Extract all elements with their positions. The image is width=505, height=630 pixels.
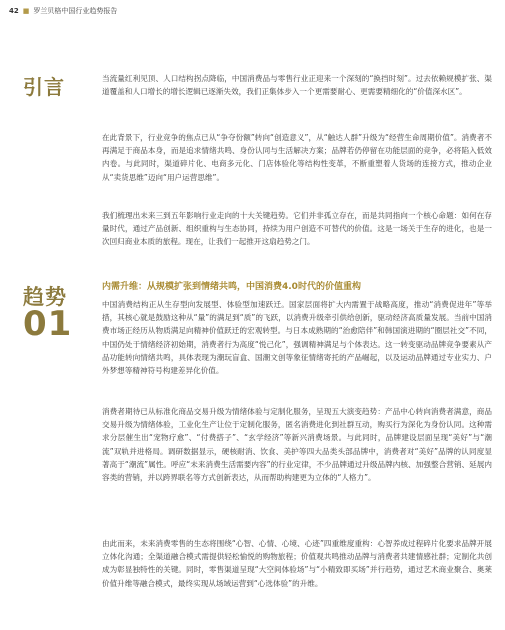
- header-separator-icon: ■: [22, 7, 30, 15]
- trend-paragraph-1: 中国消费结构正从生存型向发展型、体验型加速跃迁。国家层面将扩大内需置于战略高度，推动“消费促进年”等举措，其核心就是鼓励这种从“量”的满足到“质”的飞跃，以消费升级牵引供给创新，驱动经济高质量发展。当前中国消费市场正经历从物质满足向精神价值跃迁的宏观转型。与日本成熟期的“治愈陪伴”和韩国演进期的“圈层社交”不同，中国仍处于情绪经济初始期，消费者行为高度“悦己化”，强调精神满足与个体表达。这一转变驱动品牌竞争要素从产品功能转向情绪共鸣，具体表现为潮玩盲盒、国潮文创等象征情绪寄托的产品崛起，以及运动品牌通过专业实力、户外梦想等精神符号构建差异化价值。: [102, 300, 492, 376]
- trend-number: 01: [23, 304, 73, 344]
- trend-paragraph-2: 消费者期待已从标准化商品交易升级为情绪体验与定制化服务，呈现五大演变趋势：产品中心转向消费者满意，商品交易升级为情绪体验，工业化生产让位于定制化服务，匿名消费进化到社群互动，购买行为深化为身份认同。这种需求分层催生出“宠物疗愈”、“付费搭子”、“玄学经济”等新兴消费场景。与此同时，品牌建设层面呈现“美好”与“潮流”双轨并进格局。调研数据显示，硬核耐消、饮食、美护等四大品类头部品牌中，消费者对“美好”品牌的认同度显著高于“潮流”属性。呼应“未来消费生活需要内容”的行业定律，不少品牌通过升级品牌内核、加强整合营销、延展内容类的营销，并以跨界联名等方式创新表达，从而帮助构建更为立体的“人格力”。: [102, 407, 492, 483]
- page-number: 42: [9, 7, 19, 15]
- intro-paragraph-2: 在此背景下，行业竞争的焦点已从“争夺份额”转向“创造意义”，从“触达人群”升级为“经营生命周期价值”。消费者不再满足于商品本身，而是追求情绪共鸣、身份认同与生活解决方案；品牌若仍停留在功能层面的竞争，必将陷入低效内卷。与此同时，渠道碎片化、电商多元化、门店体验化等结构性变革，不断重塑着人货场的连接方式，推动企业从“卖货思维”迈向“用户运营思维”。: [102, 133, 492, 182]
- report-title: 罗兰贝格中国行业趋势报告: [33, 7, 118, 15]
- trend-paragraph-3: 由此而来，未来消费零售的生态将围绕“心智、心情、心境、心迹”四重维度重构：心智养成过程碎片化要求品牌开展立体化沟通；全渠道融合模式需提供轻松愉悦的购物旅程；价值观共鸣推动品牌与消费者共建情感社群；定制化共创成为彰显独特性的关键。同时，零售渠道呈现“大空间体验场”与“小精致即买场”并行趋势，通过艺术商业聚合、奥莱价值升维等融合模式，最终实现从场域运营到“心选体验”的升维。: [102, 539, 492, 588]
- intro-paragraph-1: 当流量红利见顶、人口结构拐点降临，中国消费品与零售行业正迎来一个深刻的“换挡时刻”。过去依赖规模扩张、渠道覆盖和人口增长的增长逻辑已逐渐失效，我们正集体步入一个更需要耐心、更需要精细化的“价值深水区”。: [102, 74, 492, 97]
- page-header: [9, 5, 117, 17]
- intro-paragraph-3: 我们梳理出未来三到五年影响行业走向的十大关键趋势。它们并非孤立存在，而是共同指向一个核心命题：如何在存量时代，通过产品创新、组织重构与生态协同，持续为用户创造不可替代的价值。这是一场关于生存的进化，也是一次回归商业本质的旅程。现在，让我们一起推开这扇趋势之门。: [102, 211, 492, 247]
- trend-label: 趋势: [23, 285, 67, 309]
- trend-heading: 内需升维：从规模扩张到情绪共鸣，中国消费4.0时代的价值重构: [102, 282, 361, 292]
- intro-title: 引言: [23, 75, 65, 99]
